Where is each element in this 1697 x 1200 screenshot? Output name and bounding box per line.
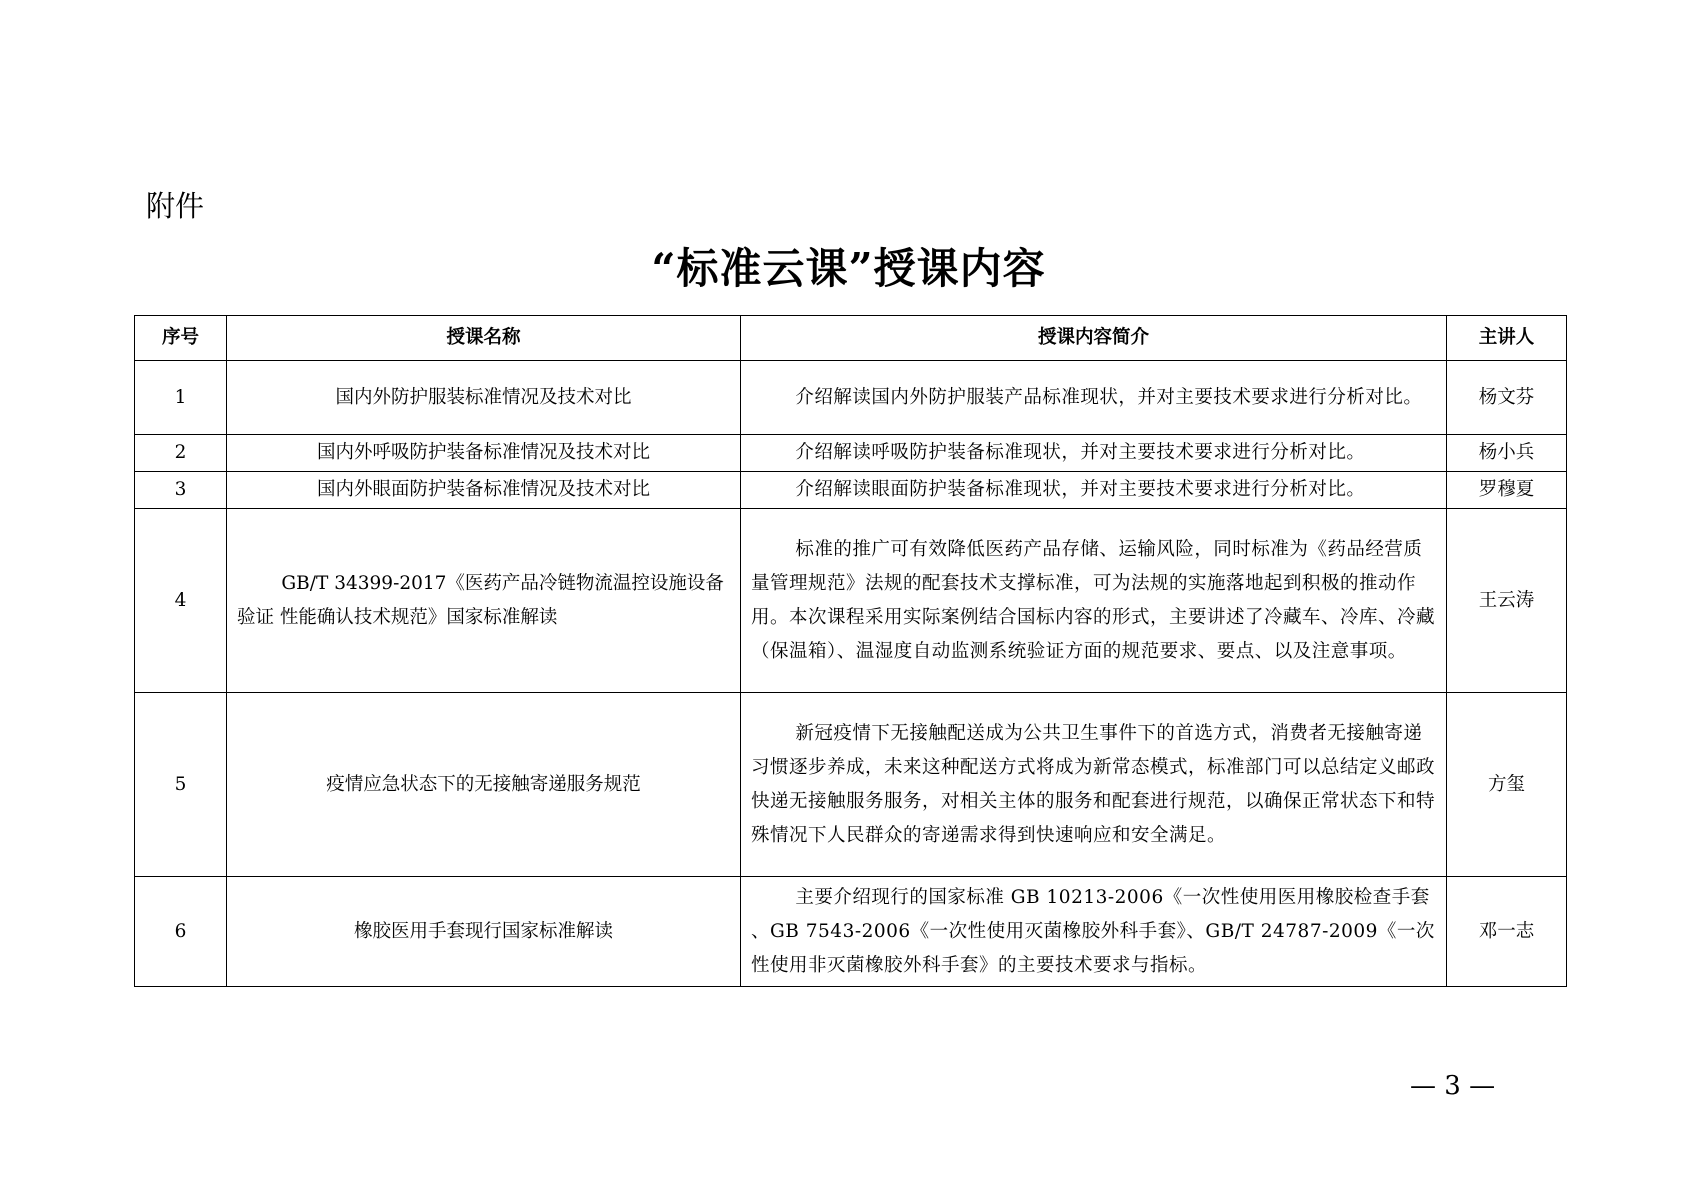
- row-desc: 介绍解读国内外防护服装产品标准现状，并对主要技术要求进行分析对比。: [741, 361, 1447, 435]
- row-speaker: 杨文芬: [1447, 361, 1567, 435]
- table-header-row: [135, 316, 1567, 361]
- document-title: “标准云课”授课内容: [651, 244, 1046, 293]
- row-name: GB/T 34399-2017《医药产品冷链物流温控设施设备验证 性能确认技术规范》国家标准解读: [227, 509, 741, 693]
- row-name: 国内外眼面防护装备标准情况及技术对比: [227, 472, 741, 509]
- table-row: [135, 509, 1567, 693]
- table-row: [135, 361, 1567, 435]
- row-no: 1: [135, 361, 227, 435]
- row-speaker: 王云涛: [1447, 509, 1567, 693]
- row-name: 国内外防护服装标准情况及技术对比: [227, 361, 741, 435]
- row-speaker: 邓一志: [1447, 877, 1567, 987]
- row-desc: 标准的推广可有效降低医药产品存储、运输风险，同时标准为《药品经营质量管理规范》法规的配套技术支撑标准，可为法规的实施落地起到积极的推动作用。本次课程采用实际案例结合国标内容的形式，主要讲述了冷藏车、冷库、冷藏（保温箱）、温湿度自动监测系统验证方面的规范要求、要点、以及注意事项。: [741, 509, 1447, 693]
- row-speaker: 罗穆夏: [1447, 472, 1567, 509]
- row-no: 5: [135, 693, 227, 877]
- row-speaker: 杨小兵: [1447, 435, 1567, 472]
- row-speaker: 方玺: [1447, 693, 1567, 877]
- table-row: [135, 472, 1567, 509]
- table-row: [135, 435, 1567, 472]
- course-table: [134, 315, 1567, 987]
- attachment-label: 附件: [146, 189, 205, 223]
- row-name: 橡胶医用手套现行国家标准解读: [227, 877, 741, 987]
- row-no: 6: [135, 877, 227, 987]
- table-row: [135, 693, 1567, 877]
- row-no: 2: [135, 435, 227, 472]
- row-name: 疫情应急状态下的无接触寄递服务规范: [227, 693, 741, 877]
- header-name: 授课名称: [227, 316, 741, 361]
- row-no: 3: [135, 472, 227, 509]
- row-name: 国内外呼吸防护装备标准情况及技术对比: [227, 435, 741, 472]
- row-desc: 新冠疫情下无接触配送成为公共卫生事件下的首选方式，消费者无接触寄递习惯逐步养成，未来这种配送方式将成为新常态模式，标准部门可以总结定义邮政快递无接触服务服务，对相关主体的服务和配套进行规范，以确保正常状态下和特殊情况下人民群众的寄递需求得到快速响应和安全满足。: [741, 693, 1447, 877]
- table-row: [135, 877, 1567, 987]
- header-no: 序号: [135, 316, 227, 361]
- row-desc: 介绍解读眼面防护装备标准现状，并对主要技术要求进行分析对比。: [741, 472, 1447, 509]
- header-speaker: 主讲人: [1447, 316, 1567, 361]
- row-desc: 介绍解读呼吸防护装备标准现状，并对主要技术要求进行分析对比。: [741, 435, 1447, 472]
- header-desc: 授课内容简介: [741, 316, 1447, 361]
- row-no: 4: [135, 509, 227, 693]
- row-desc: 主要介绍现行的国家标准 GB 10213-2006《一次性使用医用橡胶检查手套 、GB 7543-2006《一次性使用灭菌橡胶外科手套》、GB/T 24787-2009《一次性使用非灭菌橡胶外科手套》的主要技术要求与指标。: [741, 877, 1447, 987]
- page-number: — 3 —: [1410, 1071, 1496, 1101]
